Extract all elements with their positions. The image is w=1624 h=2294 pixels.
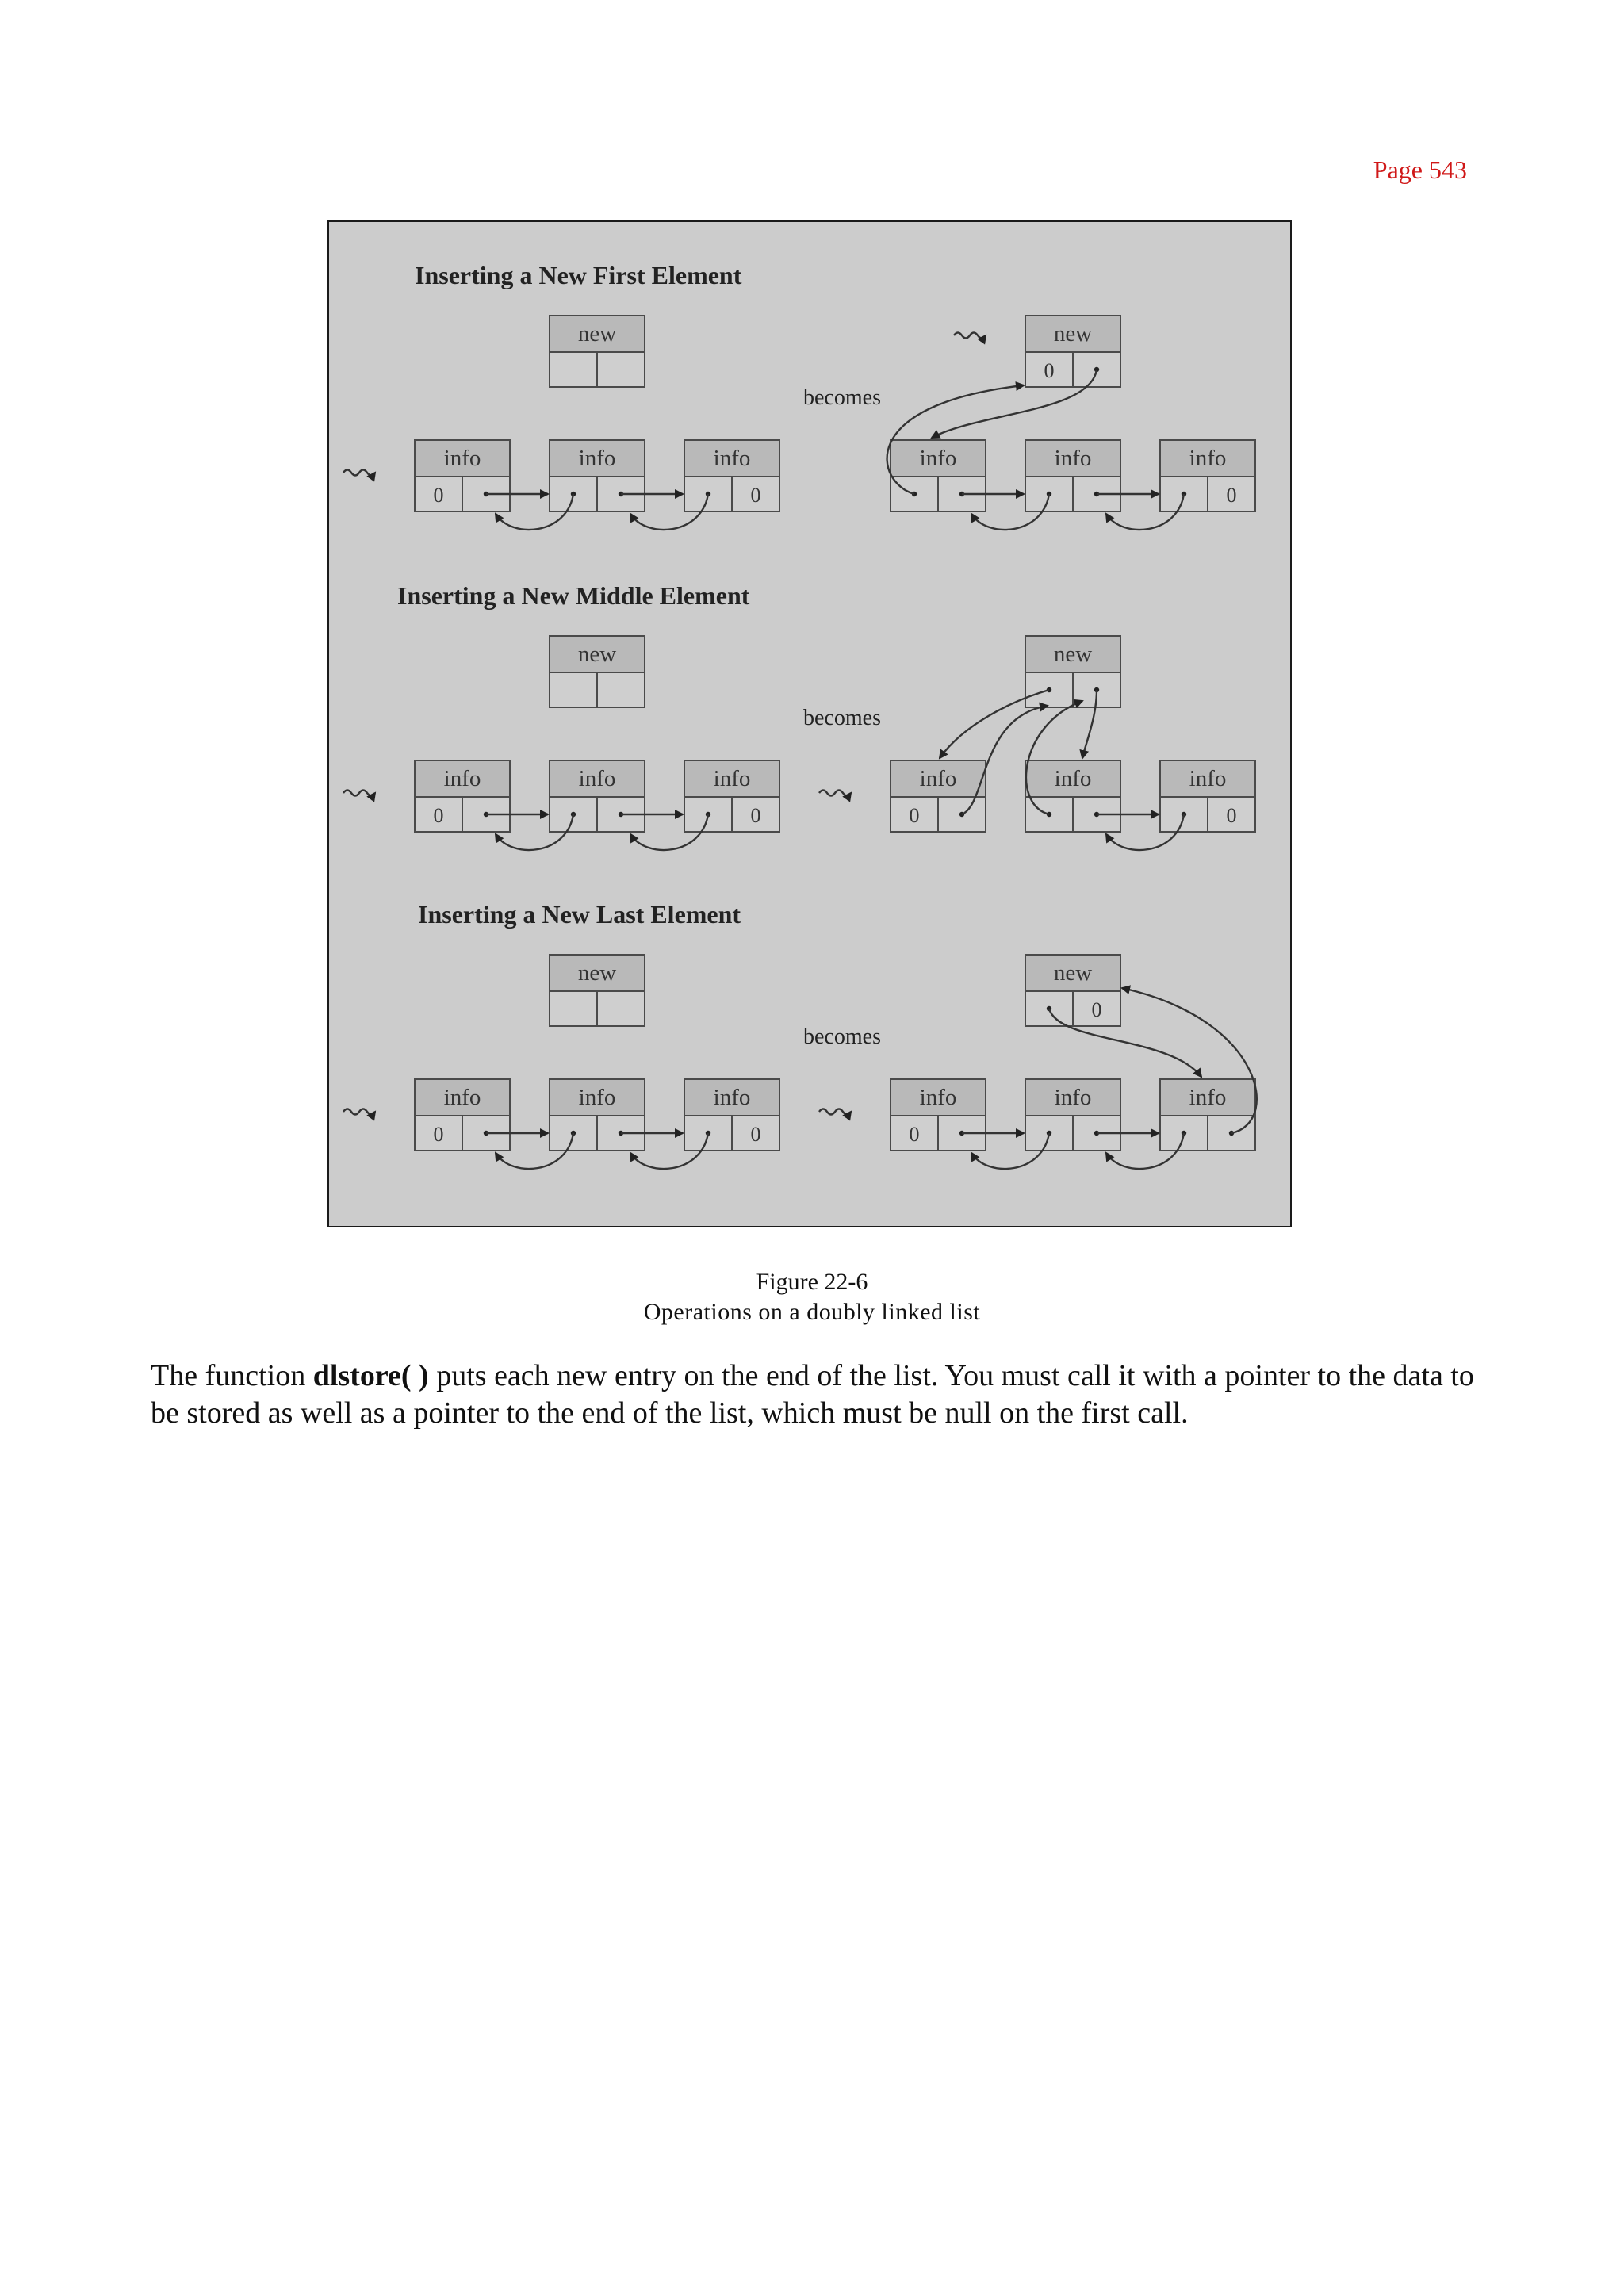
result-node-3 — [1160, 1079, 1255, 1151]
new-node-standalone — [550, 636, 645, 707]
figure-diagram — [329, 222, 1290, 1226]
node-label: new — [577, 641, 617, 667]
node-label: info — [1189, 1085, 1227, 1110]
body-paragraph — [151, 1358, 1491, 1432]
null-pointer-value: 0 — [750, 1123, 761, 1146]
list-node-2 — [550, 760, 645, 832]
null-pointer-value: 0 — [1226, 484, 1237, 507]
head-pointer-squiggle — [954, 333, 986, 339]
list-node-3 — [684, 1079, 779, 1151]
becomes-label: becomes — [803, 385, 881, 410]
node-label: new — [1053, 641, 1093, 667]
result-node-2 — [1025, 1079, 1120, 1151]
node-label: info — [1189, 766, 1227, 791]
figure-caption-title: Operations on a doubly linked list — [643, 1299, 981, 1325]
new-node-standalone — [550, 955, 645, 1026]
head-pointer-squiggle — [343, 1109, 375, 1115]
null-pointer-value: 0 — [433, 804, 444, 827]
result-last — [819, 955, 1257, 1169]
node-label: new — [577, 960, 617, 986]
node-prev-cell — [550, 991, 597, 1026]
becomes-label: becomes — [803, 1024, 881, 1049]
list-node-3 — [684, 760, 779, 832]
figure-doubly-linked-list — [327, 220, 1292, 1227]
node-prev-cell — [550, 672, 597, 707]
null-pointer-value: 0 — [1044, 359, 1055, 382]
node-label: info — [713, 1085, 751, 1110]
node-label: info — [443, 766, 481, 791]
node-label: info — [1054, 1085, 1092, 1110]
list-node-2 — [550, 440, 645, 511]
result-new-node — [1025, 955, 1120, 1026]
result-node-3 — [1160, 760, 1255, 832]
null-pointer-value: 0 — [1091, 998, 1102, 1021]
result-first — [887, 316, 1255, 530]
figure-caption-number: Figure 22-6 — [756, 1269, 868, 1295]
result-node-2 — [1025, 760, 1120, 832]
function-name: dlstore( ) — [312, 1359, 429, 1392]
node-label: info — [713, 766, 751, 791]
null-pointer-value: 0 — [750, 484, 761, 507]
result-middle — [819, 636, 1255, 850]
node-label: info — [713, 446, 751, 471]
section-title: Inserting a New Middle Element — [397, 581, 750, 610]
page-number: Page 543 — [1373, 155, 1467, 184]
list-node-3 — [684, 440, 779, 511]
node-label: new — [577, 321, 617, 347]
node-label: info — [1054, 446, 1092, 471]
body-text-before: The function — [151, 1359, 313, 1392]
figure-section-1 — [343, 261, 881, 530]
head-pointer-squiggle — [343, 470, 375, 476]
result-node-3 — [1160, 440, 1255, 511]
node-label: info — [443, 446, 481, 471]
head-pointer-squiggle — [819, 791, 851, 796]
null-pointer-value: 0 — [1226, 804, 1237, 827]
becomes-label: becomes — [803, 706, 881, 730]
null-pointer-value: 0 — [909, 1123, 920, 1146]
null-pointer-value: 0 — [433, 1123, 444, 1146]
head-pointer-squiggle — [819, 1109, 851, 1115]
node-next-cell — [597, 991, 645, 1026]
result-node-1 — [891, 760, 986, 832]
node-next-cell — [597, 352, 645, 387]
list-node-1 — [415, 1079, 510, 1151]
section-title: Inserting a New Last Element — [418, 900, 741, 929]
head-pointer-squiggle — [343, 791, 375, 796]
section-title: Inserting a New First Element — [415, 261, 742, 289]
node-label: info — [919, 446, 957, 471]
list-node-1 — [415, 760, 510, 832]
node-label: info — [919, 1085, 957, 1110]
node-label: new — [1053, 960, 1093, 986]
body-text-after: puts each new entry on the end of the list. You must call it with a pointer to the data to be stored as well as a pointer to the end of the list, which must be null on the first call. — [151, 1359, 1474, 1430]
node-label: info — [578, 1085, 616, 1110]
null-pointer-value: 0 — [433, 484, 444, 507]
null-pointer-value: 0 — [909, 804, 920, 827]
result-node-1 — [891, 440, 986, 511]
result-node-1 — [891, 1079, 986, 1151]
node-label: new — [1053, 321, 1093, 347]
node-next-cell — [597, 672, 645, 707]
node-label: info — [578, 446, 616, 471]
node-label: info — [919, 766, 957, 791]
new-node-standalone — [550, 316, 645, 387]
node-label: info — [578, 766, 616, 791]
result-new-node — [1025, 636, 1120, 707]
node-label: info — [1189, 446, 1227, 471]
figure-section-2 — [343, 581, 881, 850]
node-label: info — [1054, 766, 1092, 791]
list-node-2 — [550, 1079, 645, 1151]
figure-section-3 — [343, 900, 881, 1169]
result-node-2 — [1025, 440, 1120, 511]
result-new-node — [1025, 316, 1120, 387]
list-node-1 — [415, 440, 510, 511]
node-prev-cell — [550, 352, 597, 387]
node-label: info — [443, 1085, 481, 1110]
null-pointer-value: 0 — [750, 804, 761, 827]
